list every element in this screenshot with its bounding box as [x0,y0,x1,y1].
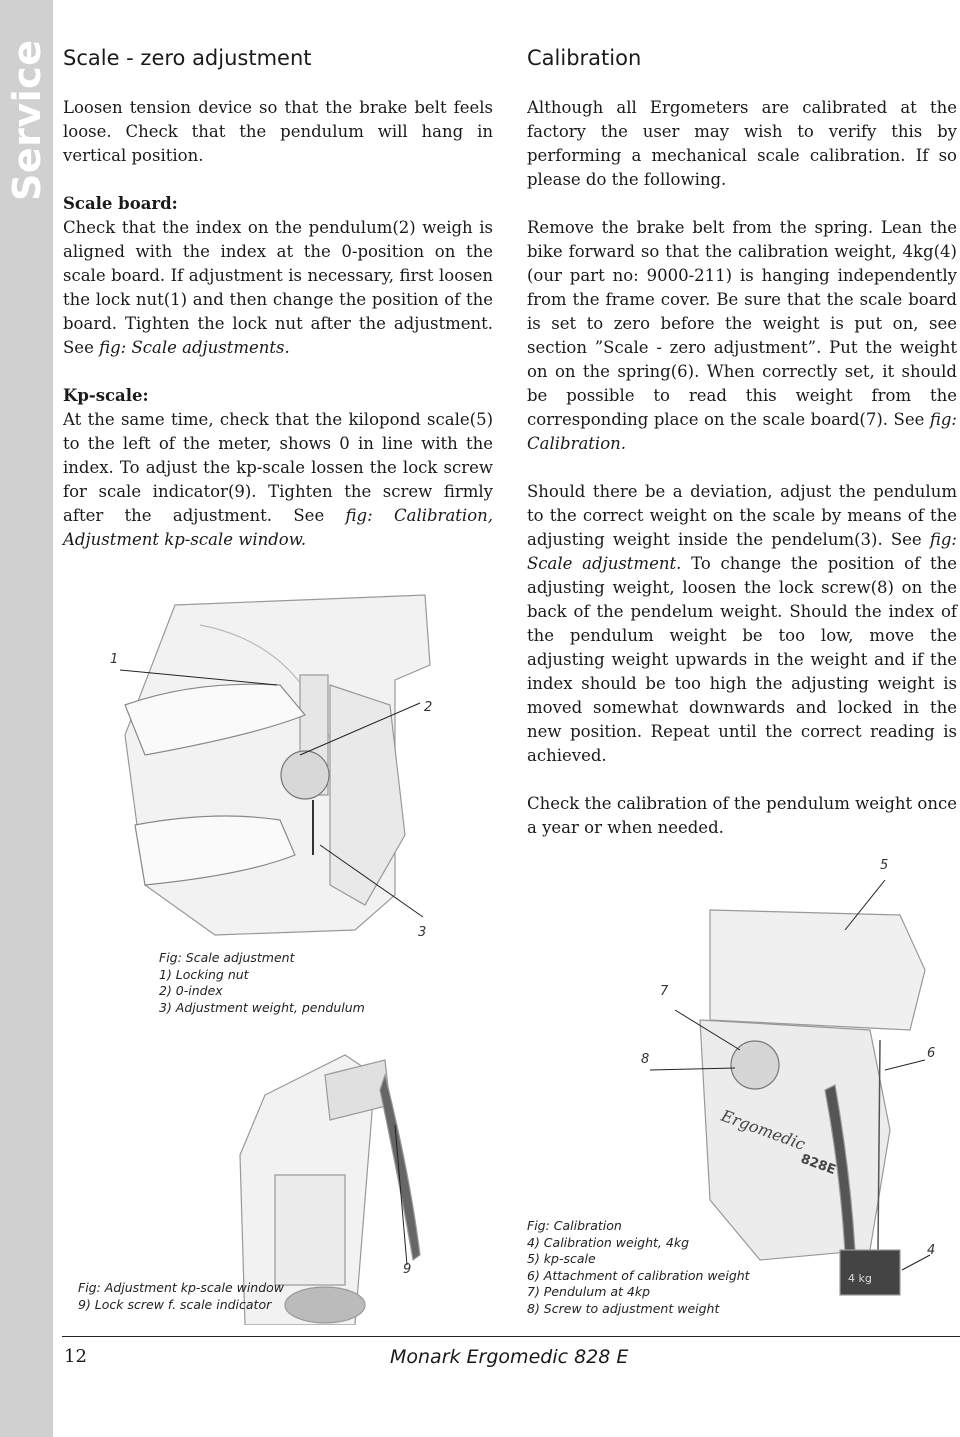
callout-8: 8 [641,1052,650,1067]
caption-line: 9) Lock screw f. scale indicator [78,1296,272,1312]
heading-calibration: Calibration [527,46,642,70]
caption-line: 8) Screw to adjustment weight [527,1300,720,1316]
base-foot [285,1287,365,1323]
callout-2: 2 [424,700,433,715]
kp-scale-fig-ref: fig: Calibration, Adjustment kp-scale window. [63,506,493,549]
caption-line: 4) Calibration weight, 4kg [527,1234,690,1250]
scale-adjustment-caption [159,950,365,1016]
sidebar-band [0,0,53,1437]
scale-board-section [63,192,493,360]
model-text: 828E [798,1151,838,1179]
scale-board-text: Check that the index on the pendulum(2) weigh is aligned with the index at the 0-position on the scale board. If adjustment is necessary, first loosen the lock nut(1) and then change the position of the board. Tighten the lock nut after the adjustment. See [63,218,493,357]
left-intro-paragraph: Loosen tension device so that the brake belt feels loose. Check that the pendulum will hang in vertical position. [63,98,493,165]
kp-window-caption [78,1280,284,1313]
frame-cover-top [710,910,925,1030]
calibration-fig-ref: fig: Calibration. [527,410,957,453]
callout-line-6 [885,1060,925,1070]
page-number: 12 [64,1346,87,1367]
footer-document-title: Monark Ergomedic 828 E [390,1346,629,1368]
callout-1: 1 [110,652,119,667]
deviation-paragraph [527,480,957,768]
scale-board-title: Scale board: [63,194,178,213]
deviation-fig-ref: fig: Scale adjustment. [527,530,957,573]
sidebar-label: Service [5,40,49,202]
caption-line: 6) Attachment of calibration weight [527,1267,750,1283]
left-column-text [63,96,493,576]
calibration-intro-paragraph: Although all Ergometers are calibrated at the factory the user may wish to verify this by performing a mechanical scale calibration. If so please do the following. [527,98,957,189]
right-column-text [527,96,957,864]
yearly-check-paragraph: Check the calibration of the pendulum weight once a year or when needed. [527,794,957,837]
scale-board-fig-ref: fig: Scale adjustments. [99,338,290,357]
weight-label: 4 kg [848,1272,872,1285]
kp-strap [380,1075,420,1260]
callout-line-4 [902,1255,930,1270]
scale-adjustment-illustration [105,585,465,945]
caption-line: 3) Adjustment weight, pendulum [159,999,365,1015]
caption-line: Fig: Calibration [527,1218,622,1233]
calibration-procedure-text: Remove the brake belt from the spring. Lean the bike forward so that the calibration weight, 4kg(4) (our part no: 9000-211) is hanging independently from the frame cover. Be sure that the scale board is set to zero before the weight is put on, see section ”Scale - zero adjustment”. Put the weight on on the spring(6). When correctly set, it should be possible to read this weight from the corresponding place on the scale board(7). See [527,218,957,429]
caption-line: Fig: Adjustment kp-scale window [78,1280,285,1295]
heading-scale-zero-adjustment: Scale - zero adjustment [63,46,312,70]
callout-7: 7 [660,984,669,999]
caption-line: 2) 0-index [159,983,223,998]
caption-line: 5) kp-scale [527,1251,596,1266]
footer-rule [62,1336,960,1337]
brand-text: Ergomedic [718,1105,808,1154]
caption-line: Fig: Scale adjustment [159,950,295,965]
kp-window [275,1175,345,1285]
calibration-procedure-paragraph [527,216,957,456]
pendulum-weight [281,751,329,799]
calibration-caption [527,1218,750,1317]
pendulum-weight [731,1041,779,1089]
kp-scale-text: At the same time, check that the kilopond scale(5) to the left of the meter, shows 0 in line with the index. To adjust the kp-scale lossen the lock screw for scale indicator(9). Tighten the screw firmly after the adjustment. See [63,410,493,525]
caption-line: 1) Locking nut [159,966,249,982]
callout-6: 6 [927,1046,936,1061]
kp-scale-title: Kp-scale: [63,386,149,405]
kp-scale-section [63,384,493,552]
callout-9: 9 [403,1262,412,1277]
callout-4: 4 [927,1243,936,1258]
deviation-text-a: Should there be a deviation, adjust the pendulum to the correct weight on the scale by means of the adjusting weight inside the pendelum(3). See [527,482,957,549]
deviation-text-b: To change the position of the adjusting weight, loosen the lock screw(8) on the back of the pendelum weight. Should the index of the pendulum weight be too low, move the adjusting weight upwards in the weight and if the index should be too high the adjusting weight is moved somewhat downwards and locked in the new position. Repeat until the correct reading is achieved. [527,554,957,765]
caption-line: 7) Pendulum at 4kp [527,1284,651,1299]
callout-5: 5 [880,858,889,873]
callout-3: 3 [418,925,427,940]
